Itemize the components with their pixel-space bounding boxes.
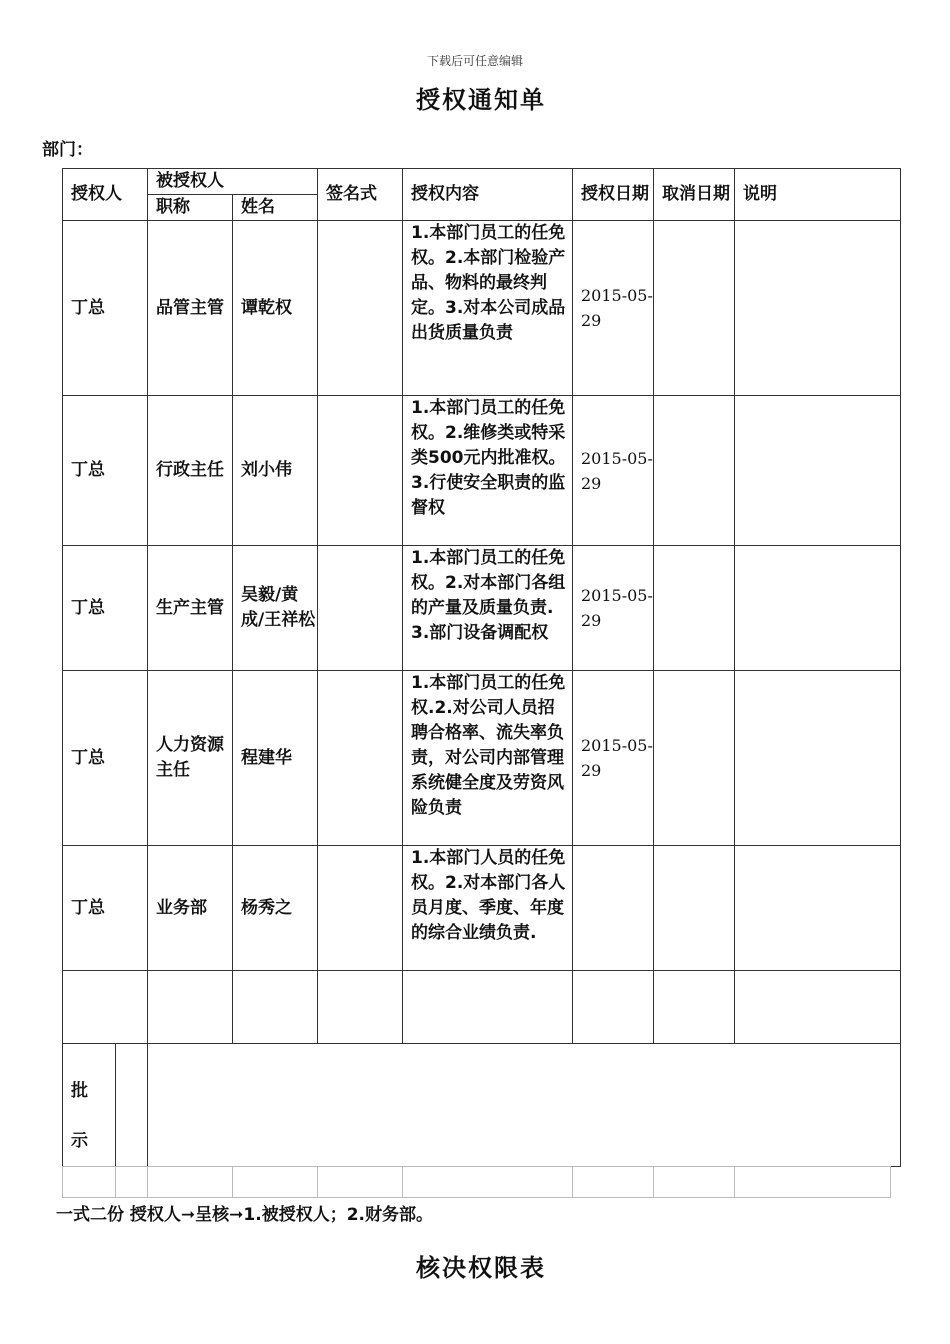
row-grantor: 丁总	[63, 396, 148, 546]
row-signature	[318, 846, 403, 971]
approval-content	[148, 1044, 901, 1167]
table-row	[63, 846, 901, 971]
row-cancel-date	[654, 221, 735, 396]
row-position: 行政主任	[148, 396, 233, 546]
row-grant-date: 2015-05-29	[573, 546, 654, 671]
header-cancel-date: 取消日期	[654, 169, 735, 221]
row-grant-date: 2015-05-29	[573, 671, 654, 846]
row-grantor: 丁总	[63, 846, 148, 971]
approval-label: 批示	[63, 1044, 148, 1167]
row-grantor: 丁总	[63, 671, 148, 846]
row-signature	[318, 221, 403, 396]
header-content: 授权内容	[403, 169, 573, 221]
row-grant-date: 2015-05-29	[573, 221, 654, 396]
table-row	[63, 396, 901, 546]
footer-note: 一式二份 授权人➞呈核➞1.被授权人；2.财务部。	[56, 1205, 433, 1225]
row-content: 1.本部门人员的任免权。2.对本部门各人员月度、季度、年度的综合业绩负责.	[403, 846, 573, 971]
row-name: 刘小伟	[233, 396, 318, 546]
row-signature	[318, 396, 403, 546]
table-row	[63, 221, 901, 396]
row-remarks	[735, 546, 901, 671]
row-cancel-date	[654, 671, 735, 846]
row-content: 1.本部门员工的任免权.2.对公司人员招聘合格率、流失率负责，对公司内部管理系统健全度及劳资风险负责	[403, 671, 573, 846]
row-position: 人力资源主任	[148, 671, 233, 846]
header-signature: 签名式	[318, 169, 403, 221]
row-name: 程建华	[233, 671, 318, 846]
header-position: 职称	[148, 195, 233, 221]
ghost-grid-row	[62, 1166, 891, 1198]
row-signature	[318, 546, 403, 671]
row-cancel-date	[654, 546, 735, 671]
header-grant-date: 授权日期	[573, 169, 654, 221]
row-grantor: 丁总	[63, 546, 148, 671]
header-grantor: 授权人	[63, 169, 148, 221]
authorization-table	[62, 168, 901, 1167]
row-name: 吴毅/黄成/王祥松	[233, 546, 318, 671]
row-name: 谭乾权	[233, 221, 318, 396]
row-content: 1.本部门员工的任免权。2.本部门检验产品、物料的最终判定。3.对本公司成品出货质量负责	[403, 221, 573, 396]
document-title: 授权通知单	[416, 86, 546, 114]
row-remarks	[735, 671, 901, 846]
row-content: 1.本部门员工的任免权。2.对本部门各组的产量及质量负责.3.部门设备调配权	[403, 546, 573, 671]
header-note: 下载后可任意编辑	[426, 54, 523, 68]
row-remarks	[735, 396, 901, 546]
department-label: 部门：	[42, 140, 93, 160]
row-position: 生产主管	[148, 546, 233, 671]
table-row	[63, 671, 901, 846]
row-remarks	[735, 846, 901, 971]
row-grant-date	[573, 846, 654, 971]
row-cancel-date	[654, 846, 735, 971]
row-content: 1.本部门员工的任免权。2.维修类或特采类500元内批准权。3.行使安全职责的监督权	[403, 396, 573, 546]
table-row	[63, 546, 901, 671]
header-remarks: 说明	[735, 169, 901, 221]
header-grantee: 被授权人	[148, 169, 318, 195]
row-grantor: 丁总	[63, 221, 148, 396]
row-remarks	[735, 221, 901, 396]
approval-row	[63, 1044, 901, 1167]
row-position: 品管主管	[148, 221, 233, 396]
row-position: 业务部	[148, 846, 233, 971]
second-title: 核决权限表	[416, 1254, 546, 1282]
header-name: 姓名	[233, 195, 318, 221]
table-row-empty	[63, 971, 901, 1044]
row-name: 杨秀之	[233, 846, 318, 971]
row-signature	[318, 671, 403, 846]
row-cancel-date	[654, 396, 735, 546]
row-grant-date: 2015-05-29	[573, 396, 654, 546]
